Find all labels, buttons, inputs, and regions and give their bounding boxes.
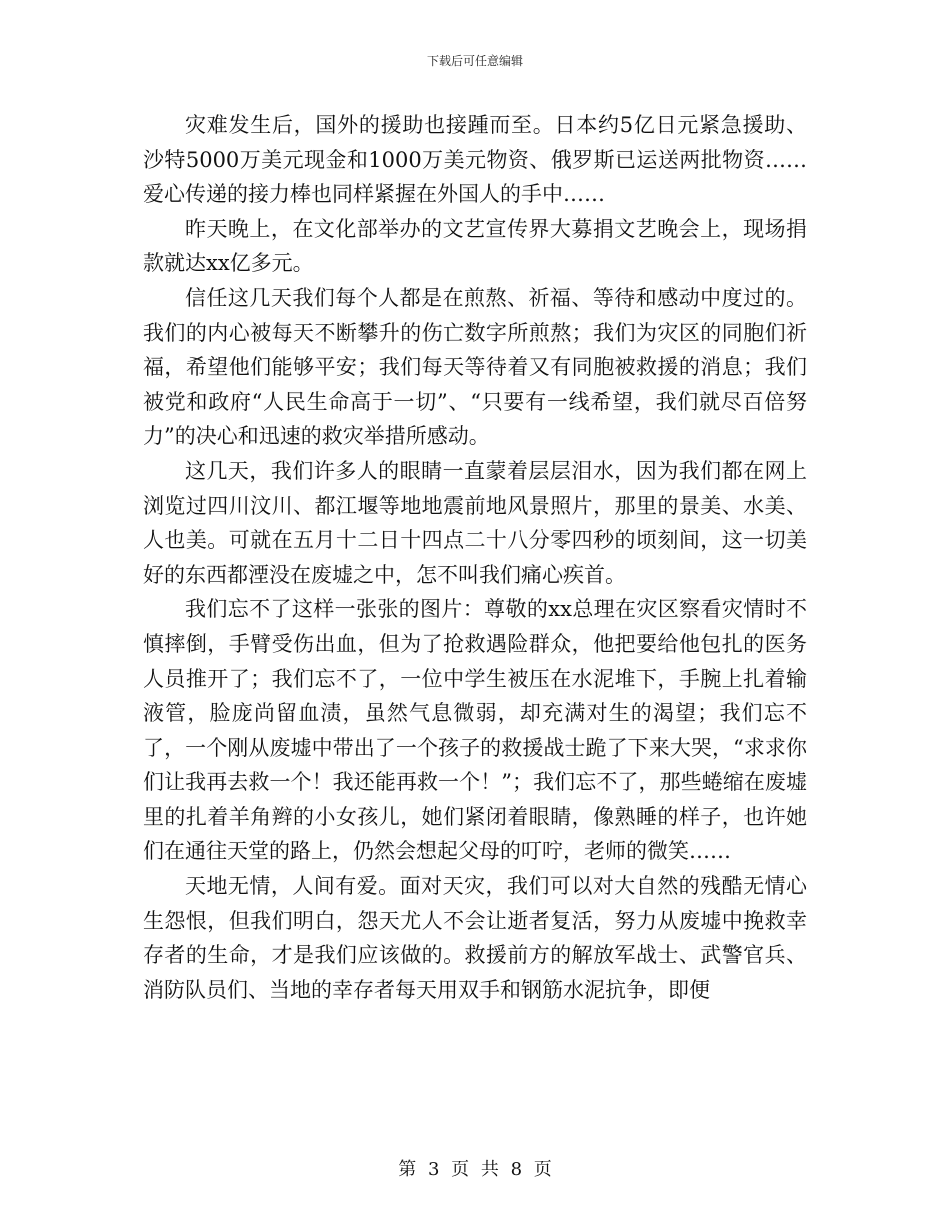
page-number-footer: 第 3 页 共 8 页 [398,1159,552,1180]
paragraph: 这几天，我们许多人的眼睛一直蒙着层层泪水，因为我们都在网上浏览过四川汶川、都江堰等地地震前地风景照片，那里的景美、水美、人也美。可就在五月十二日十四点二十八分零四秒的顷刻间，这一切美好的东西都湮没在废墟之中，怎不叫我们痛心疾首。 [143,458,807,587]
paragraph: 信任这几天我们每个人都是在煎熬、祈福、等待和感动中度过的。我们的内心被每天不断攀升的伤亡数字所煎熬；我们为灾区的同胞们祈福，希望他们能够平安；我们每天等待着又有同胞被救援的消息；我们被党和政府“人民生命高于一切”、“只要有一线希望，我们就尽百倍努力”的决心和迅速的救灾举措所感动。 [143,285,807,449]
paragraph: 昨天晚上，在文化部举办的文艺宣传界大募捐文艺晚会上，现场捐款就达xx亿多元。 [143,216,807,276]
paragraph: 我们忘不了这样一张张的图片：尊敬的xx总理在灾区察看灾情时不慎摔倒，手臂受伤出血，但为了抢救遇险群众，他把要给他包扎的医务人员推开了；我们忘不了，一位中学生被压在水泥堆下，手腕上扎着输液管，脸庞尚留血渍，虽然气息微弱，却充满对生的渴望；我们忘不了，一个刚从废墟中带出了一个孩子的救援战士跪了下来大哭，“求求你们让我再去救一个！我还能再救一个！”；我们忘不了，那些蜷缩在废墟里的扎着羊角辫的小女孩儿，她们紧闭着眼睛，像熟睡的样子，也许她们在通往天堂的路上，仍然会想起父母的叮咛，老师的微笑…… [143,597,807,864]
paragraph: 天地无情，人间有爱。面对天灾，我们可以对大自然的残酷无情心生怨恨，但我们明白，怨天尤人不会让逝者复活，努力从废墟中挽救幸存者的生命，才是我们应该做的。救援前方的解放军战士、武警官兵、消防队员们、当地的幸存者每天用双手和钢筋水泥抗争，即便 [143,874,807,1002]
paragraph: 灾难发生后，国外的援助也接踵而至。日本约5亿日元紧急援助、沙特5000万美元现金和1000万美元物资、俄罗斯已运送两批物资……爱心传递的接力棒也同样紧握在外国人的手中…… [143,113,807,207]
page-header-note: 下载后可任意编辑 [426,54,523,68]
document-body [143,108,807,1007]
